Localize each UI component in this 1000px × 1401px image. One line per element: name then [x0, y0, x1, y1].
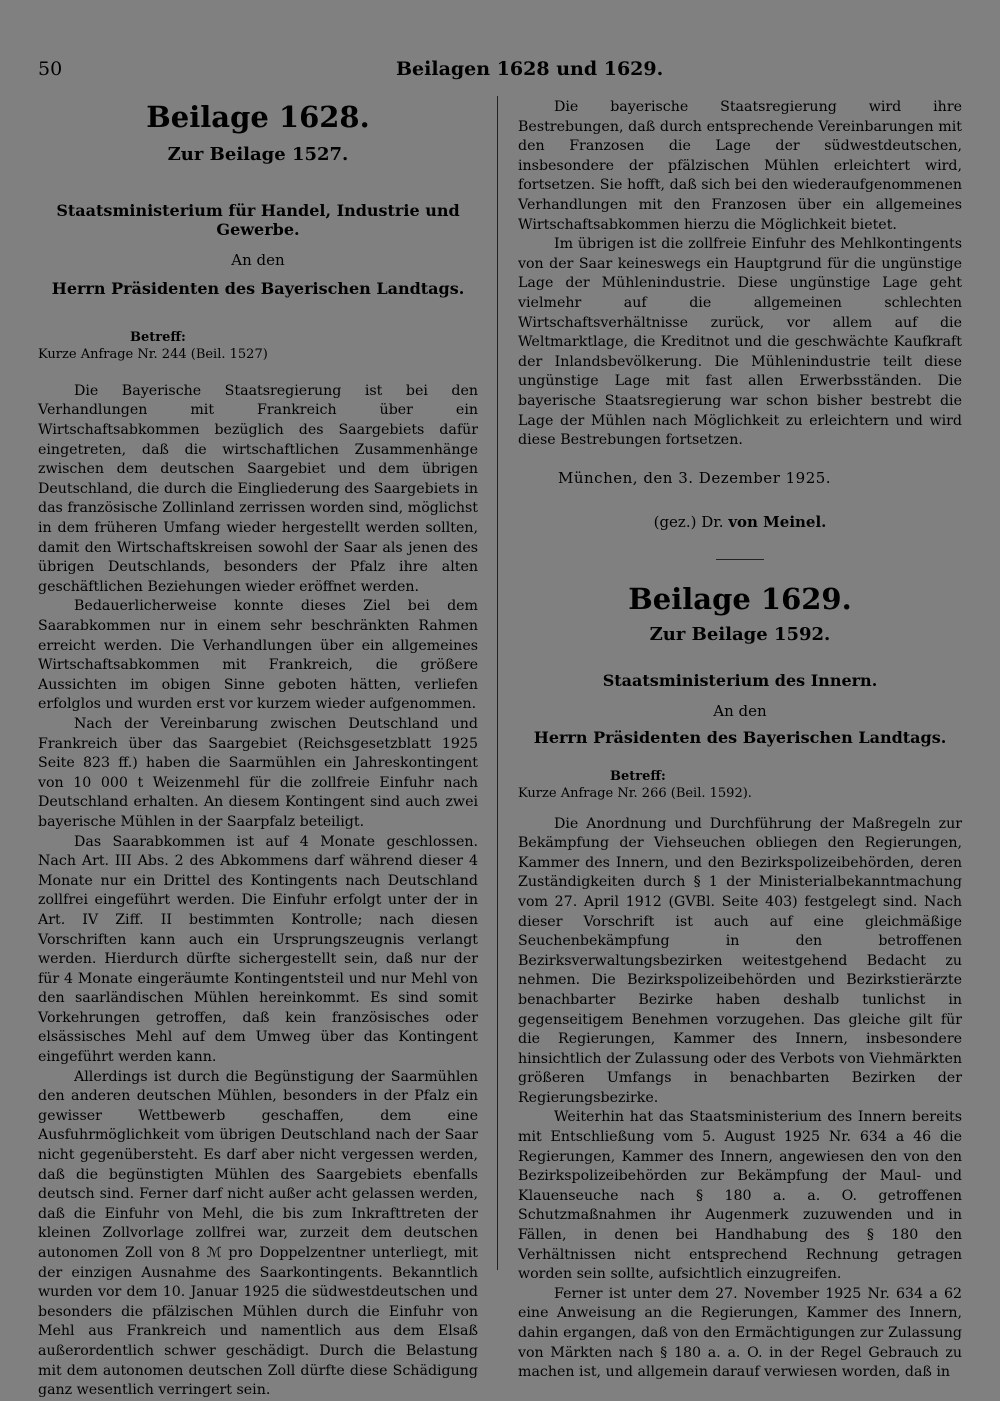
- beilage-1629-body: [518, 815, 962, 1383]
- right-column: [518, 98, 962, 1383]
- paragraph: Nach der Vereinbarung zwischen Deutschland und Frankreich über das Saargebiet (Reichsgesetzblatt 1925 Seite 823 ff.) haben die Saarmühlen ein Jahreskontingent von 10 000 t Weizenmehl für die zollfreie Einfuhr nach Deutschland erhalten. An diesem Kontingent sind auch zwei bayerische Mühlen in der Saarpfalz beteiligt.: [38, 715, 478, 830]
- paragraph: Das Saarabkommen ist auf 4 Monate geschlossen. Nach Art. III Abs. 2 des Abkommens darf während dieser 4 Monate nur ein Drittel des Kontingents nach Deutschland zollfrei eingeführt werden. Die Einfuhr erfolgt unter der in Art. IV Ziff. II bestimmten Kontrolle; nach diesen Vorschriften kann auch ein Ursprungszeugnis verlangt werden. Hierdurch dürfte sichergestellt sein, daß nur der für 4 Monate eingeräumte Kontingentsteil und nur Mehl von den saarländischen Mühlen hereinkommt. Es sind somit Vorkehrungen getroffen, daß kein französisches oder elsässisches Mehl auf dem Umweg über das Kontingent eingeführt werden kann.: [38, 833, 478, 1066]
- place-date: München, den 3. Dezember 1925.: [558, 468, 832, 487]
- beilage-1628-betreff-label: Betreff:: [130, 329, 186, 345]
- beilage-1628-betreff-text: Kurze Anfrage Nr. 244 (Beil. 1527): [38, 346, 268, 362]
- paragraph: Im übrigen ist die zollfreie Einfuhr des Mehlkontingents von der Saar keineswegs ein Hauptgrund für die ungünstige Lage der Mühlenindustrie. Diese ungünstige Lage geht vielmehr auf die allgemeinen schlechten Wirtschaftsverhältnisse zurück, vor allem auf die Weltmarktlage, die Kreditnot und die geschwächte Kaufkraft der Inlandsbevölkerung. Die Mühlenindustrie teilt diese ungünstige Lage mit fast allen Erwerbsständen. Die bayerische Staatsregierung war schon bisher bestrebt die Lage der Mühlen nach Möglichkeit zu erleichtern und wird diese Bestrebungen fortsetzen.: [518, 236, 962, 449]
- paragraph: Die Anordnung und Durchführung der Maßregeln zur Bekämpfung der Viehseuchen obliegen den Regierungen, Kammer des Innern, und den Bezirkspolizeibehörden, deren Zuständigkeiten durch § 1 der Ministerialbekanntmachung vom 27. April 1912 (GVBl. Seite 403) festgelegt sind. Nach dieser Vorschrift ist auch auf eine gleichmäßige Seuchenbekämpfung in den betroffenen Bezirksverwaltungsbezirken weitestgehend Bedacht zu nehmen. Die Bezirkspolizeibehörden und Bezirkstierärzte benachbarter Bezirke haben deshalb tunlichst in gegenseitigem Benehmen vorzugehen. Das gleiche gilt für die Regierungen, Kammer des Innern, insbesondere hinsichtlich der Zulassung oder des Verbots von Viehmärkten größeren Umfangs in benachbarten Bezirken der Regierungsbezirke.: [518, 815, 962, 1106]
- running-head: Beilagen 1628 und 1629.: [396, 58, 664, 80]
- beilage-1629-subtitle: Zur Beilage 1592.: [649, 623, 831, 645]
- paragraph: Bedauerlicherweise konnte dieses Ziel bei dem Saarabkommen nur in einem sehr beschränkten Rahmen erreicht werden. Die Verhandlungen über ein allgemeines Wirtschaftsabkommen mit Frankreich, die größere Aussichten im obigen Sinne geboten hätten, verliefen erfolglos und wurden erst vor kurzem wieder aufgenommen.: [38, 598, 478, 713]
- beilage-1629-ministry: Staatsministerium des Innern.: [602, 670, 878, 690]
- beilage-1628-an-den: An den: [231, 250, 285, 269]
- beilage-1628-subtitle: Zur Beilage 1527.: [167, 143, 349, 165]
- signature-prefix: (gez.) Dr.: [653, 512, 724, 531]
- beilage-1628-body-continued: [518, 98, 962, 451]
- paragraph: Die bayerische Staatsregierung wird ihre Bestrebungen, daß durch entsprechende Vereinbarungen mit den Franzosen die Lage der südwestdeutschen, insbesondere der pfälzischen Mühlen erleichtert wird, fortsetzen. Sie hofft, daß sich bei den wiederaufgenommenen Verhandlungen mit den Franzosen über ein allgemeines Wirtschaftsabkommen hierzu die Möglichkeit bietet.: [518, 99, 962, 233]
- paragraph: Weiterhin hat das Staatsministerium des Innern bereits mit Entschließung vom 5. August 1925 Nr. 634 a 46 die Regierungen, Kammer des Innern, angewiesen den von den Bezirkspolizeibehörden zur Bekämpfung der Maul- und Klauenseuche nach § 180 a. a. O. getroffenen Schutzmaßnahmen ihr Augenmerk zuzuwenden und in Fällen, in denen bei Handhabung des § 180 den Verhältnissen nicht entsprechend Rechnung getragen worden sein sollte, aufsichtlich einzugreifen.: [518, 1109, 962, 1283]
- column-rule: [497, 96, 498, 1270]
- section-divider: [716, 559, 764, 560]
- beilage-1629-addressee: Herrn Präsidenten des Bayerischen Landtags.: [533, 727, 947, 747]
- signature-name: von Meinel.: [728, 512, 827, 531]
- page-header: [38, 58, 962, 82]
- left-column: [38, 98, 478, 1401]
- paragraph: Ferner ist unter dem 27. November 1925 Nr. 634 a 62 eine Anweisung an die Regierungen, Kammer des Innern, dahin ergangen, daß von den Ermächtigungen zur Zulassung von Märkten nach § 180 a. a. O. in der Regel Gebrauch zu machen ist, und allgemein darauf verwiesen worden, daß in: [518, 1285, 962, 1381]
- beilage-1629-an-den: An den: [713, 701, 767, 720]
- paragraph: Die Bayerische Staatsregierung ist bei den Verhandlungen mit Frankreich über ein Wirtschaftsabkommen bezüglich des Saargebiets dafür eingetreten, daß die wirtschaftlichen Zusammenhänge zwischen dem deutschen Saargebiet und dem übrigen Deutschland, die durch die Eingliederung des Saargebiets in das französische Zollinland zerrissen worden sind, möglichst in dem früheren Umfang wieder hergestellt werden sollten, damit den Wirtschaftskreisen sowohl der Saar als jenen des übrigen Deutschlands, besonders der Pfalz ihre alten geschäftlichen Beziehungen wieder eröffnet werden.: [38, 382, 478, 595]
- beilage-1628-body: [38, 382, 478, 1401]
- paragraph: Allerdings ist durch die Begünstigung der Saarmühlen den anderen deutschen Mühlen, besonders in der Pfalz ein gewisser Wettbewerb geschaffen, dem eine Ausfuhrmöglichkeit vom übrigen Deutschland nach der Saar nicht gegenübersteht. Es darf aber nicht vergessen werden, daß die begünstigten Mühlen des Saargebiets ebenfalls deutsch sind. Ferner darf nicht außer acht gelassen werden, daß die Einfuhr von Mehl, die bis zum Inkrafttreten der kleinen Zollvorlage zollfrei war, zurzeit dem deutschen autonomen Zoll von 8 ℳ pro Doppelzentner unterliegt, mit der einzigen Ausnahme des Saarkontingents. Bekanntlich wurden vor dem 10. Januar 1925 die südwestdeutschen und besonders die pfälzischen Mühlen durch die Einfuhr von Mehl aus Frankreich und namentlich aus dem Elsaß außerordentlich schwer geschädigt. Durch die Belastung mit dem autonomen deutschen Zoll dürfte diese Schädigung ganz wesentlich verringert sein.: [38, 1068, 478, 1399]
- beilage-1629-betreff-label: Betreff:: [610, 768, 666, 784]
- page-number: 50: [38, 58, 63, 80]
- beilage-1629-title: Beilage 1629.: [628, 581, 852, 616]
- beilage-1628-ministry: Staatsministerium für Handel, Industrie und Gewerbe.: [56, 200, 460, 239]
- beilage-1628-title: Beilage 1628.: [146, 100, 370, 134]
- beilage-1629-betreff-text: Kurze Anfrage Nr. 266 (Beil. 1592).: [518, 785, 752, 801]
- beilage-1628-addressee: Herrn Präsidenten des Bayerischen Landtags.: [51, 278, 465, 298]
- signature: [518, 513, 962, 531]
